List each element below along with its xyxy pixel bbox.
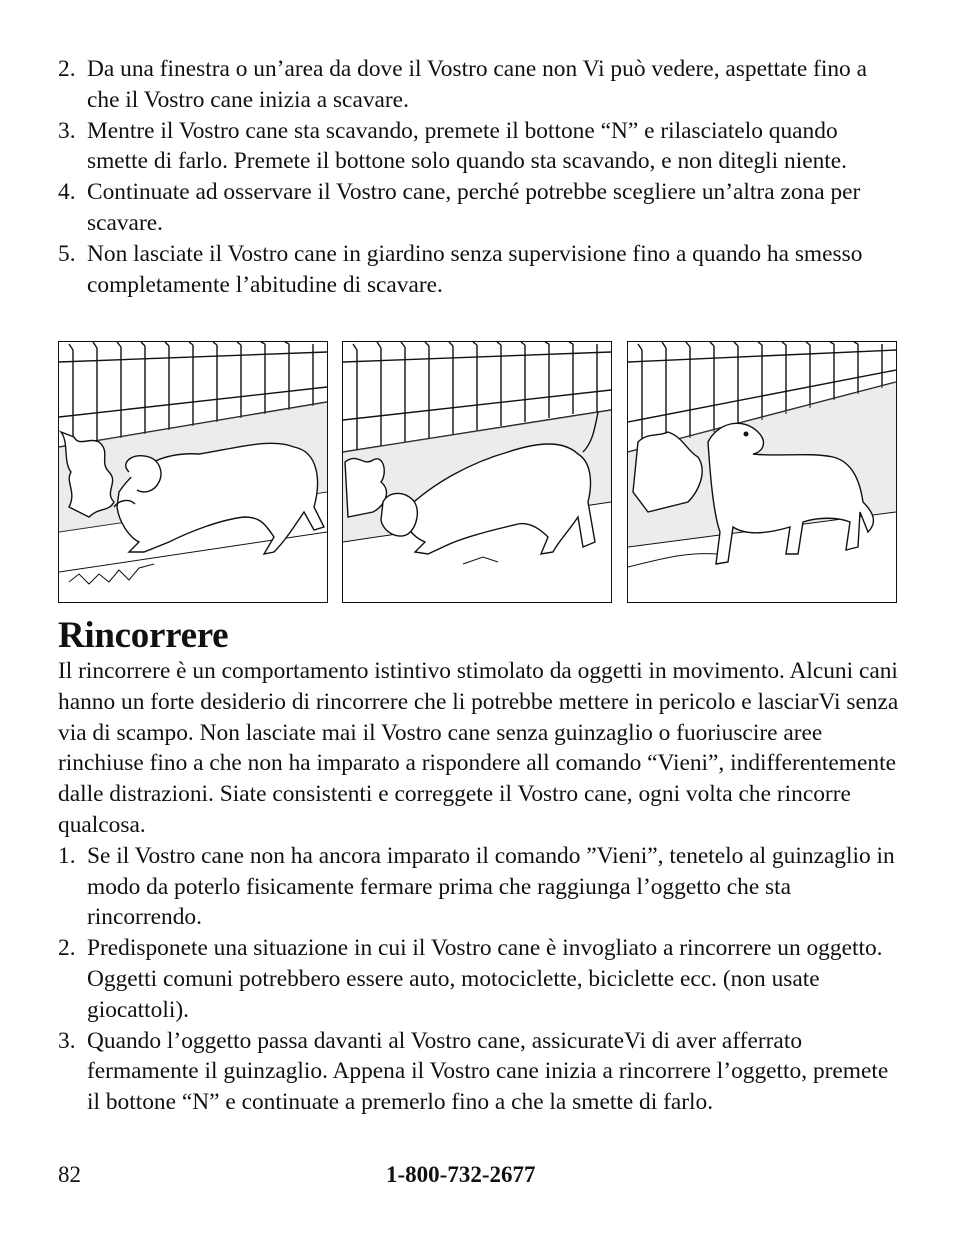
page-number: 82 [58, 1162, 81, 1187]
list-item [58, 841, 900, 933]
step-text: Da una finestra o un’area da dove il Vostro cane non Vi può vedere, aspettate fino a che il Vostro cane inizia a scavare. [87, 56, 867, 113]
chasing-steps-list [58, 841, 900, 1118]
step-text: Continuate ad osservare il Vostro cane, perché potrebbe scegliere un’altra zona per scavare. [87, 179, 861, 236]
step-number: 2. [58, 935, 76, 962]
step-number: 4. [58, 179, 76, 206]
illustration-panels [58, 341, 898, 603]
top-instructions [58, 54, 898, 300]
step-text: Predisponete una situazione in cui il Vostro cane è invogliato a rincorrere un oggetto. Oggetti comuni potrebbero essere auto, motociclette, biciclette ecc. (non usate giocattoli). [87, 935, 883, 1023]
step-text: Se il Vostro cane non ha ancora imparato il comando ”Vieni”, tenetelo al guinzaglio in modo da poterlo fisicamente fermare prima che raggiunga l’oggetto che sta rincorrendo. [87, 842, 895, 931]
page-footer [58, 1162, 898, 1192]
list-item [58, 1026, 900, 1118]
step-text: Non lasciate il Vostro cane in giardino senza supervisione fino a quando ha smesso completamente l’abitudine di scavare. [87, 240, 863, 298]
illustration-dog-digging [58, 341, 328, 603]
section-body [58, 656, 900, 1118]
illustration-dog-standing [627, 341, 897, 603]
step-text: Mentre il Vostro cane sta scavando, premete il bottone “N” e rilasciatelo quando smette di farlo. Premete il bottone solo quando sta scavando, e non ditegli niente. [87, 117, 848, 175]
step-number: 5. [58, 240, 76, 267]
step-number: 3. [58, 117, 76, 144]
section-heading: Rincorrere [58, 615, 229, 656]
step-number: 2. [58, 56, 76, 82]
step-text: Quando l’oggetto passa davanti al Vostro cane, assicurateVi di aver afferrato fermamente il guinzaglio. Appena il Vostro cane inizia a rincorrere l’oggetto, premete il bottone “N” e continuate a premerlo fino a che la smette di farlo. [87, 1027, 889, 1116]
step-number: 1. [58, 842, 76, 869]
list-item [58, 933, 900, 1025]
illustration-dog-sniffing [342, 341, 612, 603]
list-item [58, 177, 898, 239]
digging-steps-list [58, 54, 898, 300]
list-item [58, 239, 898, 301]
list-item [58, 116, 898, 178]
intro-paragraph: Il rincorrere è un comportamento istintivo stimolato da oggetti in movimento. Alcuni cani hanno un forte desiderio di rincorrere che li potrebbe mettere in pericolo e lasciarVi senza via di scampo. Non lasciate mai il Vostro cane senza guinzaglio o fuoriuscire aree rinchiuse fino a che non ha imparato a rispondere all comando “Vieni”, indifferentemente dalle distrazioni. Siate consistenti e correggete il Vostro cane, ogni volta che rincorre qualcosa. [58, 658, 899, 838]
phone-number: 1-800-732-2677 [386, 1162, 536, 1187]
list-item [58, 54, 898, 116]
step-number: 3. [58, 1027, 76, 1054]
